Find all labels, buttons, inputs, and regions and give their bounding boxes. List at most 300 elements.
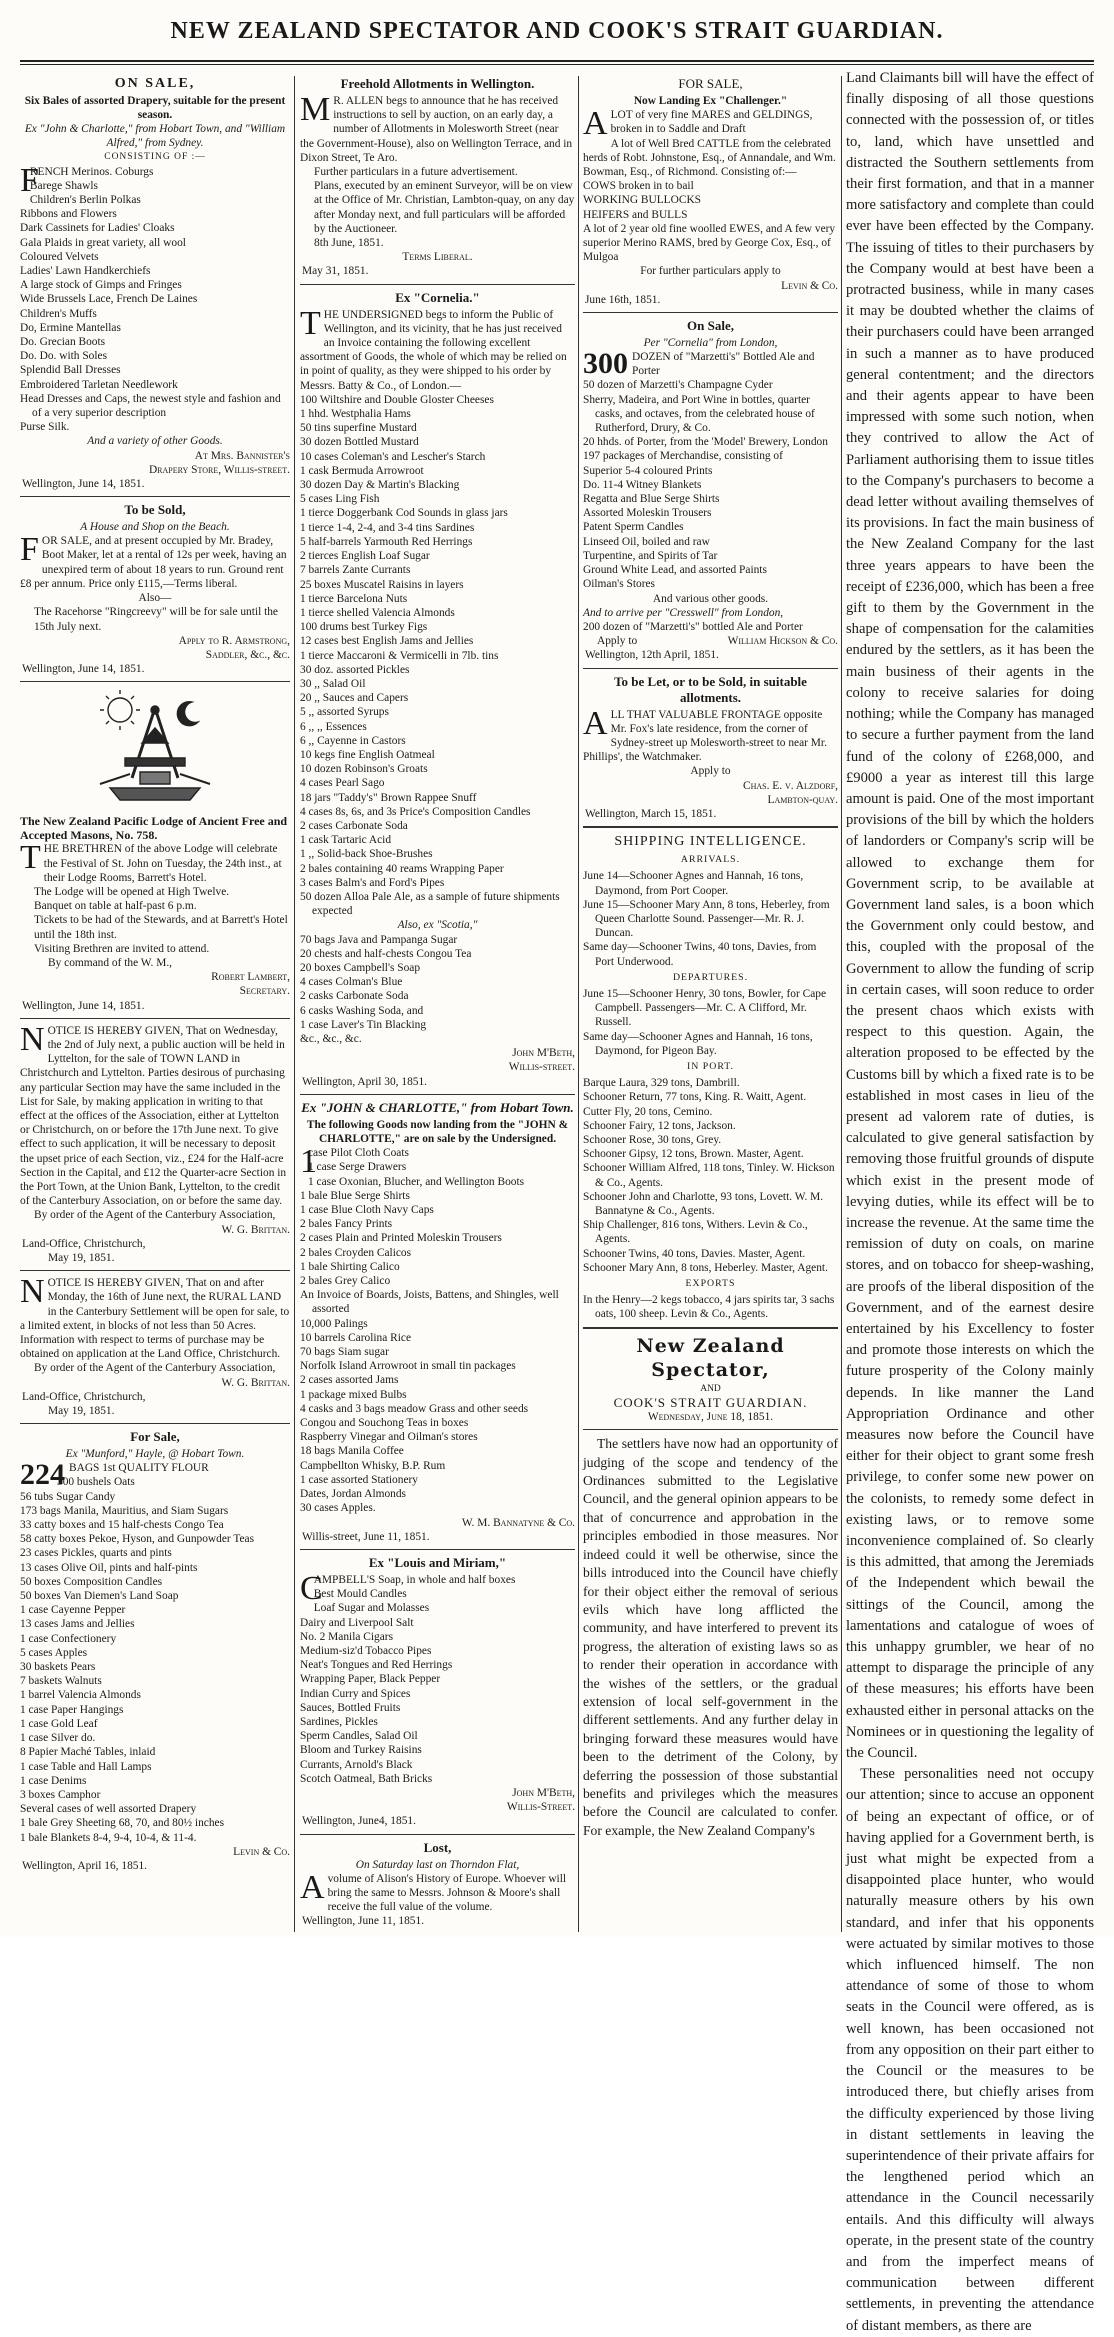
list-item: Schooner Fairy, 12 tons, Jackson. — [583, 1119, 736, 1132]
challenger-advert — [583, 76, 838, 307]
list-item: Purse Silk. — [20, 421, 70, 434]
list-item: Embroidered Tarletan Needlework — [20, 378, 178, 391]
notice-date: May 19, 1851. — [48, 1252, 115, 1264]
list-item: Neat's Tongues and Red Herrings — [300, 1659, 453, 1672]
advert-various: And various other goods. — [652, 592, 769, 605]
section-divider — [583, 1327, 838, 1329]
advert-subheading: The following Goods now landing from the "JOHN & CHARLOTTE," are on sale by the Undersigned. — [306, 1118, 569, 1146]
editorial-title: New Zealand Spectator, — [636, 1334, 785, 1381]
list-item: WORKING BULLOCKS — [583, 194, 702, 207]
list-item: Medium-siz'd Tobacco Pipes — [300, 1644, 432, 1657]
list-item: 30 cases Apples. — [300, 1502, 376, 1515]
advert-heading: ON SALE, — [114, 76, 196, 91]
advert-date: May 31, 1851. — [302, 265, 369, 278]
list-item: 1 case Blue Cloth Navy Caps — [300, 1204, 434, 1217]
list-item: Children's Muffs — [20, 307, 97, 320]
list-item: Ribbons and Flowers — [20, 208, 117, 221]
cornelia-advert — [300, 290, 575, 1089]
advert-body: Further particulars in a future advertisement. — [314, 166, 518, 179]
list-item: 1 bale Grey Sheeting 68, 70, and 80½ inches — [20, 1817, 225, 1830]
column-rule — [841, 76, 842, 1932]
advert-date: Wellington, June 14, 1851. — [22, 999, 145, 1012]
list-item: Sherry, Madeira, and Port Wine in bottles, quarter casks, and octaves, from the celebrated house of Rutherford, Drury, & Co. — [583, 393, 815, 435]
list-item: 100 drums best Turkey Figs — [300, 621, 428, 634]
list-item: 30 dozen Day & Martin's Blacking — [300, 479, 460, 492]
list-item: 3 cases Balm's and Ford's Pipes — [300, 876, 445, 889]
list-item: 10,000 Palings — [300, 1317, 368, 1330]
list-item: 300 bushels Oats — [57, 1476, 135, 1489]
list-item: 20 boxes Campbell's Soap — [300, 961, 421, 974]
list-item: 1 cask Bermuda Arrowroot — [300, 464, 424, 477]
advert-heading: Ex "Louis and Miriam," — [368, 1554, 507, 1570]
list-item: Schooner Rose, 30 tons, Grey. — [583, 1134, 722, 1146]
list-item: Raspberry Vinegar and Oilman's stores — [300, 1431, 478, 1444]
drop-cap: F — [20, 161, 39, 199]
list-item: 12 cases best English Jams and Jellies — [300, 635, 474, 648]
advert-date: Wellington, June 11, 1851. — [302, 1915, 425, 1928]
list-item: Dark Cassinets for Ladies' Cloaks — [20, 222, 175, 235]
advert-signature: Levin & Co. — [233, 1845, 290, 1858]
column-1 — [20, 76, 290, 1936]
column-rule — [294, 76, 295, 1932]
list-item: 50 dozen Alloa Pale Ale, as a sample of future shipments expected — [300, 890, 560, 918]
list-item: 10 kegs fine English Oatmeal — [300, 748, 435, 761]
list-item: 10 barrels Carolina Rice — [300, 1331, 412, 1344]
list-item: 2 bales Fancy Prints — [300, 1218, 393, 1231]
list-item: Indian Curry and Spices — [300, 1687, 411, 1700]
list-item: 25 boxes Muscatel Raisins in layers — [300, 578, 464, 591]
list-item: Do. Grecian Boots — [20, 336, 106, 349]
advert-date: Willis-street, June 11, 1851. — [302, 1530, 430, 1543]
list-item: 50 boxes Composition Candles — [20, 1575, 163, 1588]
list-item: Sardines, Pickles — [300, 1715, 378, 1728]
list-item: COWS broken in to bail — [583, 180, 694, 193]
advert-terms: Terms Liberal. — [402, 251, 473, 264]
list-item: 6 ,, Cayenne in Castors — [300, 734, 406, 747]
list-item: Schooner Twins, 40 tons, Davies. Master, Agent. — [583, 1247, 806, 1260]
notice-signature: W. G. Brittan. — [221, 1223, 290, 1236]
allotments-advert — [300, 76, 575, 279]
list-item: June 14—Schooner Agnes and Hannah, 16 tons, Daymond, from Port Cooper. — [583, 870, 804, 897]
list-item: 30 dozen Bottled Mustard — [300, 436, 419, 449]
arrivals-list — [583, 869, 838, 968]
advert-divider — [583, 668, 838, 669]
town-land-notice — [20, 1020, 290, 1265]
list-item: 1 case Gold Leaf — [20, 1717, 98, 1730]
list-item: 30 doz. assorted Pickles — [300, 663, 410, 676]
list-item: 100 Wiltshire and Double Gloster Cheeses — [300, 393, 494, 406]
drop-cap: 1 — [300, 1143, 317, 1181]
list-item: 5 ,, assorted Syrups — [300, 706, 389, 719]
advert-body: A lot of Well Bred CATTLE from the celebrated herds of Robt. Johnstone, Esq., of Annandale, and Wm. Bowman, Esq., of Richmond. Consisting of:— — [583, 137, 836, 179]
advert-date: Wellington, April 30, 1851. — [302, 1075, 428, 1088]
list-item: 1 case Denims — [20, 1774, 87, 1787]
drapery-advert — [20, 76, 290, 491]
list-item: 70 bags Siam sugar — [300, 1346, 389, 1359]
advert-body: OR SALE, and at present occupied by Mr. Bradey, Boot Maker, let at a rental of 12s per week, having an unexpired term of about 18 years to run. Ground rent £8 per annum. Price only £115,—Terms liberal. — [20, 535, 287, 590]
advert-signature: Robert Lambert, — [211, 971, 290, 984]
editorial-paragraph: Land Claimants bill will have the effect of finally disposing of all those questions connected with the possession of, or titles to, land, which have unsettled and distracted the Southern settlements from their first formation, and that in a manner more satisfactory and complete than could ever have been effected by the Company. The issuing of titles to their purchasers by the Company would at best have been a protracted business, while in many cases it may be doubted whether the claims of their purchasers could have been arranged in such a manner as to have produced general contentment; and the directors and their agents appear to have been impressed with some such notion, when they contrived to allow the Act of Parliament authorising them to issue titles to the Company's purchasers to become a dead letter without availing themselves of its provisions. In fact the main business of the New Zealand Company for the last three years appears to have been the receipt of £236,000, which has been a free gift to them by the Government in the shape of compensation for the calamities endured by the settlers, as it has been the main business of their agents in the colony to receive salaries for doing nothing; while the Company has managed to secure a further payment from the land fund of the colony of £268,000, and £9000 a year as interest till this large amount is paid. One of the most important provisions of the bill by which the holders of landorders or Company's scrip will be allowed to exchange them for Government scrip, to be available at Government land sales, is a boon which the Government only could bestow, and this, coupled with the proposal of the Government to allow the funding of scrip in certain cases, will soon reduce to order the present chaos which exists with respect to this question. Again, the alteration proposed to be effected by the Customs bill by which a fixed rate is to be established in most cases in lieu of the present ad valorem rate of duties, is calculated to give general satisfaction by removing those fruitful grounds of dispute which exist in the present mode of levying duties, while its effect will be to increase the revenue. At the same time the remission of duty on coals, on marine stores, and on tobacco for sheep-washing, are proofs of the liberal disposition of the Government, and of the earnest desire entertained by his Excellency to foster and promote those interests on which the future prosperity of the Colony mainly depends. In like manner the Land Appropriation Ordinance and other measures now before the Council have either for their object to grant some fresh privilege, to confer some new power on the colonists, to remedy some defect in existing laws, or to remove some inconvenience complained of. So clearly is this admitted, that among the Jeremiads of the Independent which bewail the sittings of the Council, among the lamentations and catalogue of woes of this unhappy grumbler, we hear of no attempt to disparage the principle of any of these measures; his efforts have been exhausted either in personal attacks on the Nominees or in questioning the legality of the Council. — [846, 70, 1094, 1762]
advert-body: LL THAT VALUABLE FRONTAGE opposite Mr. Fox's late residence, from the corner of Sydney-street up Molesworth-street to near Mr. Phillips', the Watchmaker. — [583, 708, 827, 764]
advert-heading: Lost, — [423, 1839, 452, 1855]
list-item: Schooner Gipsy, 12 tons, Brown. Master, Agent. — [583, 1148, 804, 1161]
list-item: Regatta and Blue Serge Shirts — [583, 493, 720, 506]
list-item: 1 case Oxonian, Blucher, and Wellington Boots — [308, 1175, 525, 1188]
list-item: 2 bales Grey Calico — [300, 1275, 391, 1288]
advert-date: June 16th, 1851. — [585, 293, 661, 306]
list-item: Do, Ermine Mantellas — [20, 321, 121, 334]
list-item: Wide Brussels Lace, French De Laines — [20, 293, 198, 306]
list-item: Schooner Return, 77 tons, King. R. Waitt, Agent. — [583, 1091, 807, 1104]
advert-variety: And a variety of other Goods. — [87, 435, 223, 448]
advert-title: Secretary. — [239, 985, 290, 998]
drop-cap: C — [300, 1569, 323, 1607]
advert-body: volume of Alison's History of Europe. Whoever will bring the same to Messrs. Johnson & Moore's shall receive the full value of the volume. — [327, 1872, 567, 1913]
advert-address: Lambton-quay. — [767, 793, 838, 806]
item-list — [583, 378, 838, 591]
advert-ex-line: Ex "John & Charlotte," from Hobart Town, and "William Alfred," from Sydney. — [24, 123, 286, 150]
list-item: Same day—Schooner Agnes and Hannah, 16 tons, Daymond, for Pigeon Bay. — [583, 1030, 813, 1057]
big-number: 224 — [20, 1458, 65, 1492]
list-item: Oilman's Stores — [583, 578, 655, 591]
john-charlotte-advert — [300, 1100, 575, 1544]
advert-arrive-item: 200 dozen of "Marzetti's" bottled Ale and Porter — [583, 620, 803, 633]
list-item: 2 tierces English Loaf Sugar — [300, 550, 430, 563]
list-item: 20 chests and half-chests Congou Tea — [300, 947, 472, 960]
item-list — [583, 179, 838, 222]
list-item: 1 hhd. Westphalia Hams — [300, 408, 411, 421]
list-item: 6 casks Washing Soda, and — [300, 1004, 424, 1017]
first-item: BAGS 1st QUALITY FLOUR — [69, 1462, 209, 1475]
section-divider — [583, 826, 838, 828]
editorial-subtitle: COOK'S STRAIT GUARDIAN. — [613, 1394, 808, 1410]
item-list — [300, 393, 575, 919]
list-item: 1 case Laver's Tin Blacking — [300, 1018, 427, 1031]
drop-cap: T — [20, 839, 41, 877]
list-item: 1 case Table and Hall Lamps — [20, 1760, 152, 1773]
drop-cap: A — [583, 105, 608, 143]
column-2 — [300, 76, 575, 1936]
advert-address: Saddler, &c., &c. — [205, 648, 290, 661]
list-item: 5 cases Apples — [20, 1646, 88, 1659]
list-item: 8 Papier Maché Tables, inlaid — [20, 1746, 156, 1759]
list-item: Sperm Candles, Salad Oil — [300, 1730, 418, 1743]
advert-apply: Apply to — [597, 635, 638, 648]
notice-authority: By order of the Agent of the Canterbury Association, — [34, 1209, 276, 1222]
list-item: 10 dozen Robinson's Groats — [300, 763, 428, 776]
house-sale-advert — [20, 502, 290, 676]
shipping-heading: SHIPPING INTELLIGENCE. — [614, 834, 807, 850]
advert-signature: Levin & Co. — [781, 279, 838, 292]
advert-consisting: CONSISTING OF :— — [104, 152, 206, 163]
list-item: 10 cases Coleman's and Lescher's Starch — [300, 450, 486, 463]
item-list — [20, 161, 290, 435]
list-item: 50 tins superfine Mustard — [300, 422, 417, 435]
shipping-intelligence — [583, 833, 838, 1322]
list-item: 4 cases Colman's Blue — [300, 976, 403, 989]
advert-signature: Apply to R. Armstrong, — [178, 634, 290, 647]
advert-subheading: Six Bales of assorted Drapery, suitable for the present season. — [24, 95, 286, 122]
list-item: 1 case Serge Drawers — [308, 1161, 407, 1174]
list-item: Ship Challenger, 816 tons, Withers. Levin & Co., Agents. — [583, 1219, 808, 1246]
list-item: 1 bale Shirting Calico — [300, 1260, 400, 1273]
item-list — [300, 1569, 575, 1786]
list-item: case Pilot Cloth Coats — [308, 1147, 409, 1160]
list-item: 173 bags Manila, Mauritius, and Siam Sugars — [20, 1504, 229, 1517]
advert-subheading: A House and Shop on the Beach. — [80, 521, 230, 534]
marzetti-advert — [583, 318, 838, 662]
list-item: Scotch Oatmeal, Bath Bricks — [300, 1772, 433, 1785]
advert-divider — [20, 1018, 290, 1019]
list-item: Schooner John and Charlotte, 93 tons, Lovett. W. M. Bannatyne & Co., Agents. — [583, 1190, 824, 1218]
list-item: Same day—Schooner Twins, 40 tons, Davies, from Port Underwood. — [583, 941, 817, 968]
list-item: 2 casks Carbonate Soda — [300, 990, 409, 1003]
editorial-paragraph: The settlers have now had an opportunity of judging of the scope and tendency of the Ordinances submitted to the Legislative Council, and the general opinion appears to be that of concurrence and approbation in the principles embodied in those measures. Nor indeed could it well be otherwise, since the bills introduced into the Council have chiefly for their object either the removal of serious evils which have long afflicted the community, and have interfered to prevent its progress, the alteration of existing laws so as to render their operation in accordance with the wishes of the settlers, or the gradual extension of local self-government in the different settlements. And any further delay in bringing forward these measures would have been to the detriment of the Colony, by deferring the possession of those substantial benefits and privileges which the measures before the Council are calculated to confer. For example, the New Zealand Company's — [583, 1436, 838, 1838]
notice-body: OTICE IS HEREBY GIVEN, That on Wednesday, the 2nd of July next, a public auction will be held in Lyttelton, for the sale of TOWN LAND in Christchurch and Lyttelton. Parties desirous of purchasing any particular Section may have the same included in the List for Sale, by making application in writing to that effect at the offices of the Association, either at Lyttelton or Christchurch, on or before the 17th June next. To give effect to such application, it will be necessary to deposit the upset price of each Section, viz., £24 for the Half-acre Section in the Capital, and £12 the Quarter-acre Section in the Port Town, at the Union Bank, Lyttelton, to the credit of the Canterbury Association, on or before the same day. — [20, 1024, 287, 1208]
list-item: Campbellton Whisky, B.P. Rum — [300, 1459, 446, 1472]
louis-miriam-advert — [300, 1555, 575, 1829]
list-item: 1 cask Tartaric Acid — [300, 834, 392, 847]
list-item: Best Mould Candles — [313, 1588, 407, 1601]
inport-list — [583, 1076, 838, 1275]
advert-body: By command of the W. M., — [48, 956, 173, 969]
list-item: Ground White Lead, and assorted Paints — [583, 564, 767, 577]
advert-date: Wellington, 12th April, 1851. — [585, 649, 719, 662]
masonic-lodge-advert — [20, 688, 290, 1012]
advert-signature: John M'Beth, — [512, 1047, 575, 1060]
list-item: Superior 5-4 coloured Prints — [583, 464, 713, 477]
advert-also: Also— — [138, 592, 172, 605]
advert-divider — [300, 1094, 575, 1095]
item-list — [300, 933, 575, 1047]
masthead-rule — [20, 60, 1094, 62]
list-item: 50 dozen of Marzetti's Champagne Cyder — [583, 379, 773, 392]
drop-cap: A — [583, 704, 608, 742]
drop-cap: T — [300, 304, 321, 342]
list-item: 1 bale Blankets 8-4, 9-4, 10-4, & 11-4. — [20, 1831, 197, 1844]
advert-address: Willis-street. — [508, 1061, 575, 1074]
list-item: 5 half-barrels Yarmouth Red Herrings — [300, 535, 473, 548]
list-item: Turpentine, and Spirits of Tar — [583, 549, 718, 562]
advert-heading: FOR SALE, — [678, 76, 743, 91]
advert-signature: John M'Beth, — [512, 1786, 575, 1799]
advert-divider — [583, 312, 838, 313]
advert-apply: Apply to — [690, 765, 731, 778]
inport-label: IN PORT. — [687, 1060, 734, 1072]
advert-date: Wellington, March 15, 1851. — [585, 807, 717, 820]
masthead: NEW ZEALAND SPECTATOR AND COOK'S STRAIT GUARDIAN. — [170, 18, 944, 44]
advert-divider — [20, 1270, 290, 1271]
list-item: Children's Berlin Polkas — [29, 194, 141, 207]
list-item: 1 barrel Valencia Almonds — [20, 1689, 141, 1702]
list-item: Barege Shawls — [29, 179, 98, 192]
drop-cap: F — [20, 531, 39, 569]
advert-subheading: Now Landing Ex "Challenger." — [633, 95, 788, 107]
list-item: 2 cases Carbonate Soda — [300, 819, 408, 832]
list-item: 1 case Silver do. — [20, 1732, 96, 1745]
advert-subheading: Ex "Munford," Hayle, @ Hobart Town. — [65, 1448, 245, 1461]
advert-arrive: And to arrive per "Cresswell" from London, — [583, 606, 784, 619]
list-item: 1 package mixed Bulbs — [300, 1388, 407, 1401]
exports-label: EXPORTS — [685, 1278, 736, 1290]
list-item: Several cases of well assorted Drapery — [20, 1803, 197, 1816]
list-item: Coloured Velvets — [20, 250, 99, 263]
notice-signature: W. G. Brittan. — [221, 1376, 290, 1389]
list-item: 6 ,, ,, Essences — [300, 720, 367, 733]
list-item: Bloom and Turkey Raisins — [300, 1744, 422, 1757]
list-item: 1 tierce Barcelona Nuts — [300, 592, 408, 605]
drop-cap: N — [20, 1273, 45, 1311]
advert-signature: William Hickson & Co. — [727, 635, 838, 648]
list-item: 4 cases Pearl Sago — [300, 777, 385, 790]
list-item: 1 tierce Maccaroni & Vermicelli in 7lb. tins — [300, 649, 499, 662]
advert-body: Banquet on table at half-past 6 p.m. — [34, 900, 197, 913]
list-item: 13 cases Jams and Jellies — [20, 1618, 135, 1631]
list-item: 56 tubs Sugar Candy — [20, 1490, 116, 1503]
list-item: 3 boxes Camphor — [20, 1788, 101, 1801]
advert-body: The Racehorse "Ringcreevy" will be for sale until the 15th July next. — [34, 606, 278, 633]
list-item: Ladies' Lawn Handkerchiefs — [20, 265, 151, 278]
advert-date: Wellington, June 14, 1851. — [22, 478, 145, 491]
list-item: 1 tierce shelled Valencia Almonds — [300, 606, 455, 619]
drop-cap: N — [20, 1020, 45, 1058]
notice-date: May 19, 1851. — [48, 1405, 115, 1418]
list-item: 7 barrels Zante Currants — [300, 564, 411, 577]
advert-heading: The New Zealand Pacific Lodge of Ancient Free and Accepted Masons, No. 758. — [20, 814, 288, 843]
list-item: 1 tierce 1-4, 2-4, and 3-4 tins Sardines — [300, 521, 475, 534]
list-item: Wrapping Paper, Black Pepper — [300, 1673, 441, 1686]
list-item: Barque Laura, 329 tons, Dambrill. — [583, 1077, 740, 1090]
lost-advert — [300, 1840, 575, 1929]
advert-divider — [300, 284, 575, 285]
advert-body: R. ALLEN begs to announce that he has received instructions to sell by auction, on an early day, a number of Allotments in Molesworth Street (near the Government-House), also on Wellington Terrace, and in Dixon Street, Te Aro. — [300, 95, 573, 164]
list-item: 30 ,, Salad Oil — [300, 677, 366, 690]
exports-text: In the Henry—2 kegs tobacco, 4 jars spirits tar, 3 sachs oats, 100 sheep. Levin & Co., Agents. — [583, 1294, 835, 1321]
masthead-rule-thin — [20, 64, 1094, 65]
editorial-text — [583, 1435, 838, 1840]
list-item: 1 case Confectionery — [20, 1632, 117, 1645]
list-item: 18 jars "Taddy's" Brown Rappee Snuff — [300, 791, 477, 804]
list-item: 1 case assorted Stationery — [300, 1473, 418, 1486]
list-item: &c., &c., &c. — [300, 1033, 362, 1045]
advert-heading: Freehold Allotments in Wellington. — [340, 76, 535, 91]
list-item: 7 baskets Walnuts — [20, 1675, 102, 1688]
list-item: A large stock of Gimps and Fringes — [20, 279, 182, 292]
advert-subheading: Per "Cornelia" from London, — [643, 337, 778, 350]
editorial-and: AND — [700, 1383, 721, 1394]
departures-list — [583, 987, 838, 1058]
list-item: 5 cases Ling Fish — [300, 493, 380, 506]
list-item: 2 bales containing 40 reams Wrapping Paper — [300, 862, 504, 875]
list-item: Currants, Arnold's Black — [300, 1758, 413, 1771]
list-item: An Invoice of Boards, Joists, Battens, and Shingles, well assorted — [300, 1289, 559, 1316]
masonic-emblem-icon — [80, 688, 230, 808]
list-item: Assorted Moleskin Trousers — [583, 507, 712, 520]
departures-label: DEPARTURES. — [672, 971, 749, 983]
list-item: RENCH Merinos. Coburgs — [29, 165, 154, 178]
notice-office: Land-Office, Christchurch, — [22, 1237, 146, 1250]
advert-date: Wellington, June 14, 1851. — [22, 663, 145, 676]
list-item: 70 bags Java and Pampanga Sugar — [300, 933, 458, 946]
notice-office: Land-Office, Christchurch, — [22, 1390, 146, 1403]
section-divider — [583, 1429, 838, 1430]
frontage-advert — [583, 674, 838, 822]
advert-subheading: On Saturday last on Thorndon Flat, — [355, 1858, 520, 1871]
advert-divider — [300, 1834, 575, 1835]
advert-body: A lot of 2 year old fine woolled EWES, and A few very superior Merino RAMS, bred by George Cox, Esq., of Mulgoa — [583, 222, 836, 264]
advert-apply: For further particulars apply to — [640, 265, 781, 278]
list-item: Do. 11-4 Witney Blankets — [583, 478, 702, 491]
list-item: 30 baskets Pears — [20, 1661, 96, 1674]
column-4 — [846, 68, 1094, 2334]
rural-land-notice — [20, 1273, 290, 1418]
list-item: 2 cases Plain and Printed Moleskin Trousers — [300, 1232, 502, 1245]
list-item: 23 cases Pickles, quarts and pints — [20, 1547, 172, 1560]
advert-divider — [20, 496, 290, 497]
list-item: 58 catty boxes Pekoe, Hyson, and Gunpowder Teas — [20, 1533, 255, 1546]
advert-heading: On Sale, — [687, 318, 734, 334]
list-item: Dates, Jordan Almonds — [300, 1488, 406, 1501]
list-item: June 15—Schooner Mary Ann, 8 tons, Heberley, from Queen Charlotte Sound. Passenger—Mr. R. J. Duncan. — [583, 898, 830, 940]
advert-body: Visiting Brethren are invited to attend. — [34, 942, 210, 955]
list-item: Gala Plaids in great variety, all wool — [20, 236, 186, 249]
flour-sale-advert — [20, 1429, 290, 1873]
list-item: 197 packages of Merchandise, consisting of — [583, 450, 783, 463]
advert-address: Drapery Store, Willis-street. — [148, 463, 290, 476]
list-item: June 15—Schooner Henry, 30 tons, Bowler, for Cape Campbell. Passengers—Mr. C. A Clifford, Mr. Russell. — [583, 987, 827, 1029]
list-item: Schooner William Alfred, 118 tons, Tinley. W. Hickson & Co., Agents. — [583, 1162, 835, 1189]
list-item: 50 boxes Van Diemen's Land Soap — [20, 1590, 179, 1603]
first-item: DOZEN of "Marzetti's" Bottled Ale and Porter — [632, 351, 815, 378]
list-item: 1 case Cayenne Pepper — [20, 1604, 126, 1617]
list-item: 4 cases 8s, 6s, and 3s Price's Composition Candles — [300, 805, 531, 818]
list-item: 2 cases assorted Jams — [300, 1374, 399, 1387]
list-item: 33 catty boxes and 15 half-chests Congo Tea — [20, 1519, 224, 1532]
list-item: Congou and Souchong Teas in boxes — [300, 1417, 469, 1430]
advert-date: 8th June, 1851. — [314, 237, 384, 250]
advert-divider — [20, 1423, 290, 1424]
list-item: 1 case Paper Hangings — [20, 1703, 124, 1716]
advert-signature: Chas. E. v. Alzdorf, — [743, 779, 838, 792]
column-3 — [583, 76, 838, 1936]
notice-body: OTICE IS HEREBY GIVEN, That on and after Monday, the 16th of June next, the RURAL LAND in the Canterbury Settlement will be open for sale, to a limited extent, in blocks of not less than 50 Acres. Information with respect to terms of purchase may be obtained on application at the Land Office, Christchurch. — [20, 1277, 290, 1361]
arrivals-label: ARRIVALS. — [680, 854, 741, 866]
notice-authority: By order of the Agent of the Canterbury Association, — [34, 1362, 276, 1375]
advert-address: Willis-Street. — [506, 1801, 575, 1814]
advert-body: LOT of very fine MARES and GELDINGS, broken in to Saddle and Draft — [610, 109, 813, 136]
advert-body: HE BRETHREN of the above Lodge will celebrate the Festival of St. John on Tuesday, the 24th inst., at their Lodge Rooms, Barrett's Hotel. — [43, 843, 282, 884]
item-list — [20, 1475, 290, 1844]
list-item: Loaf Sugar and Molasses — [313, 1602, 430, 1615]
editorial-date: Wednesday, June 18, 1851. — [647, 1411, 774, 1424]
list-item: 2 bales Croyden Calicos — [300, 1246, 412, 1259]
list-item: Do. Do. with Soles — [20, 350, 108, 363]
advert-heading: Ex "Cornelia." — [395, 289, 480, 305]
list-item: 13 cases Olive Oil, pints and half-pints — [20, 1561, 198, 1574]
advert-also: Also, ex "Scotia," — [397, 919, 478, 932]
list-item: 1 ,, Solid-back Shoe-Brushes — [300, 848, 433, 861]
advert-divider — [20, 681, 290, 682]
advert-body: Tickets to be had of the Stewards, and at Barrett's Hotel until the 18th inst. — [34, 914, 288, 941]
list-item: No. 2 Manila Cigars — [300, 1630, 394, 1643]
list-item: 20 hhds. of Porter, from the 'Model' Brewery, London — [583, 436, 828, 449]
list-item: Linseed Oil, boiled and raw — [583, 535, 710, 548]
advert-body: HE UNDERSIGNED begs to inform the Public of Wellington, and its vicinity, that he has just received an Invoice containing the following excellent assortment of Goods, the whole of which may be relied on in point of quality, as they were shipped to his order by Messrs. Batty & Co., of London.— — [300, 308, 567, 392]
list-item: Sauces, Bottled Fruits — [300, 1701, 401, 1714]
advert-heading: To be Sold, — [124, 502, 186, 518]
list-item: Patent Sperm Candles — [583, 521, 684, 534]
editorial-masthead — [583, 1334, 838, 1425]
